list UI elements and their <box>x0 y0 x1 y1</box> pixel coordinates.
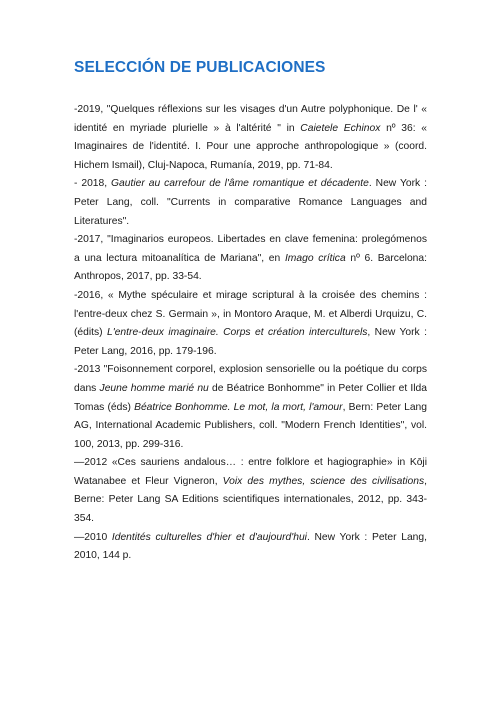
section-heading: SELECCIÓN DE PUBLICACIONES <box>74 59 326 76</box>
publication-entry: -2013 "Foisonnement corporel, explosion sensorielle ou la poétique du corps dans Jeune homme marié nu de Béatrice Bonhomme" in Peter Collier et Ilda Tomas (éds) Béatrice Bonhomme. Le mot, la mort, l'amour, Bern: Peter Lang AG, International Academic Publishers, coll. "Modern French Identities", vol. 100, 2013, pp. 299-316. <box>74 364 428 450</box>
publication-list <box>74 101 427 566</box>
publication-entry: - 2018, Gautier au carrefour de l'âme romantique et décadente. New York : Peter Lang, coll. "Currents in comparative Romance Languages and Literatures". <box>74 178 427 227</box>
publication-entry: —2010 Identités culturelles d'hier et d'aujourd'hui. New York : Peter Lang, 2010, 144 p. <box>74 531 427 562</box>
publication-entry: -2019, "Quelques réflexions sur les visages d'un Autre polyphonique. De l' « identité en myriade plurielle » à l'altérité " in Caietele Echinox nº 36: « Imaginaires de l'identité. I. Pour une approche anthropologique » (coord. Hichem Ismail), Cluj-Napoca, Rumanía, 2019, pp. 71-84. <box>74 104 427 171</box>
publication-entry: -2016, « Mythe spéculaire et mirage scriptural à la croisée des chemins : l'entre-deux chez S. Germain », in Montoro Araque, M. et Alberdi Urquizu, C. (édits) L'entre-deux imaginaire. Corps et création interculturels, New York : Peter Lang, 2016, pp. 179-196. <box>74 289 427 357</box>
publication-entry: —2012 «Ces sauriens andalous… : entre folklore et hagiographie» in Kōji Watanabee et Fleur Vigneron, Voix des mythes, science des civilisations, Berne: Peter Lang SA Editions scientifiques internationales, 2012, pp. 343-354. <box>74 457 427 525</box>
publication-entry: -2017, "Imaginarios europeos. Libertades en clave femenina: prolegómenos a una lectura mitoanalítica de Mariana", en Imago crítica nº 6. Barcelona: Anthropos, 2017, pp. 33-54. <box>74 234 427 283</box>
